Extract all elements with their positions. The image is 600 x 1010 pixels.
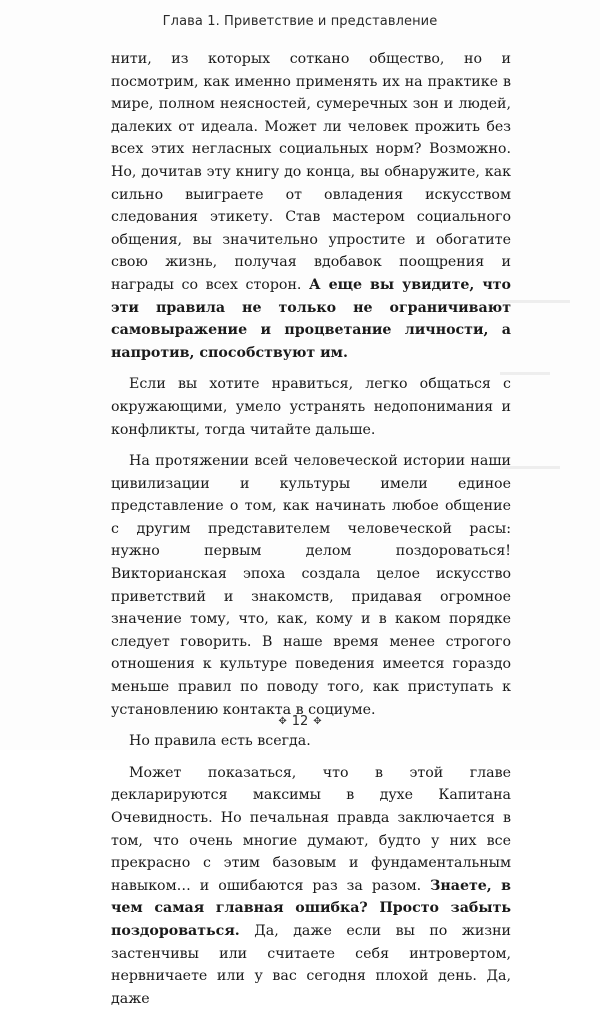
ornament-icon: ✥ <box>278 716 287 727</box>
ornament-icon: ✥ <box>313 716 322 727</box>
paragraph-5-bold: Знаете, в чем самая главная ошибка? Просто забыть поздороваться. <box>111 877 511 939</box>
paragraph-5-text-after: Да, даже если вы по жизни застенчивы или считаете себя интровертом, нервничаете или у вас сегодня плохой день. Да, даже <box>111 922 511 1007</box>
paragraph-5-text: Может показаться, что в этой главе декларируются максимы в духе Капитана Очевидность. Но печальная правда заключается в том, что очень многие думают, будто у них все прекрасно с этим базовым и фундаментальным навыком… и ошибаются раз за разом. <box>111 764 511 894</box>
body-text <box>111 48 511 1010</box>
paragraph-3: На протяжении всей человеческой истории наши цивилизации и культуры имели единое представление о том, как начинать любое общение с другим представителем человеческой расы: нужно первым делом поздороваться! Викторианская эпоха создала целое искусство приветствий и знакомств, придавая огромное значение тому, что, как, кому и в каком порядке следует говорить. В наше время менее строгого отношения к культуре поведения имеется гораздо меньше правил по поводу того, как приступать к установлению контакта в социуме. <box>111 453 511 718</box>
page-footer <box>0 714 600 729</box>
paragraph-1-bold: А еще вы увидите, что эти правила не только не ограничивают самовыражение и процветание личности, а напротив, способствуют им. <box>111 276 511 361</box>
running-header <box>0 14 600 29</box>
paragraph-5 <box>111 762 511 1010</box>
paragraph-1-text: нити, из которых соткано общество, но и посмотрим, как именно применять их на практике в мире, полном неясностей, сумеречных зон и людей, далеких от идеала. Может ли человек прожить без всех этих негласных социальных норм? Возможно. Но, дочитав эту книгу до конца, вы обнаружите, как сильно выиграете от овладения искусством следования этикету. Став мастером социального общения, вы значительно упростите и обогатите свою жизнь, получая вдобавок поощрения и награды со всех сторон. <box>111 51 511 293</box>
paragraph-1 <box>111 48 511 364</box>
page-number: 12 <box>291 714 309 729</box>
paragraph-2: Если вы хотите нравиться, легко общаться с окружающими, умело устранять недопонимания и конфликты, тогда читайте дальше. <box>111 376 511 438</box>
chapter-title: Глава 1. Приветствие и представление <box>162 14 438 29</box>
paragraph-4: Но правила есть всегда. <box>129 733 311 750</box>
